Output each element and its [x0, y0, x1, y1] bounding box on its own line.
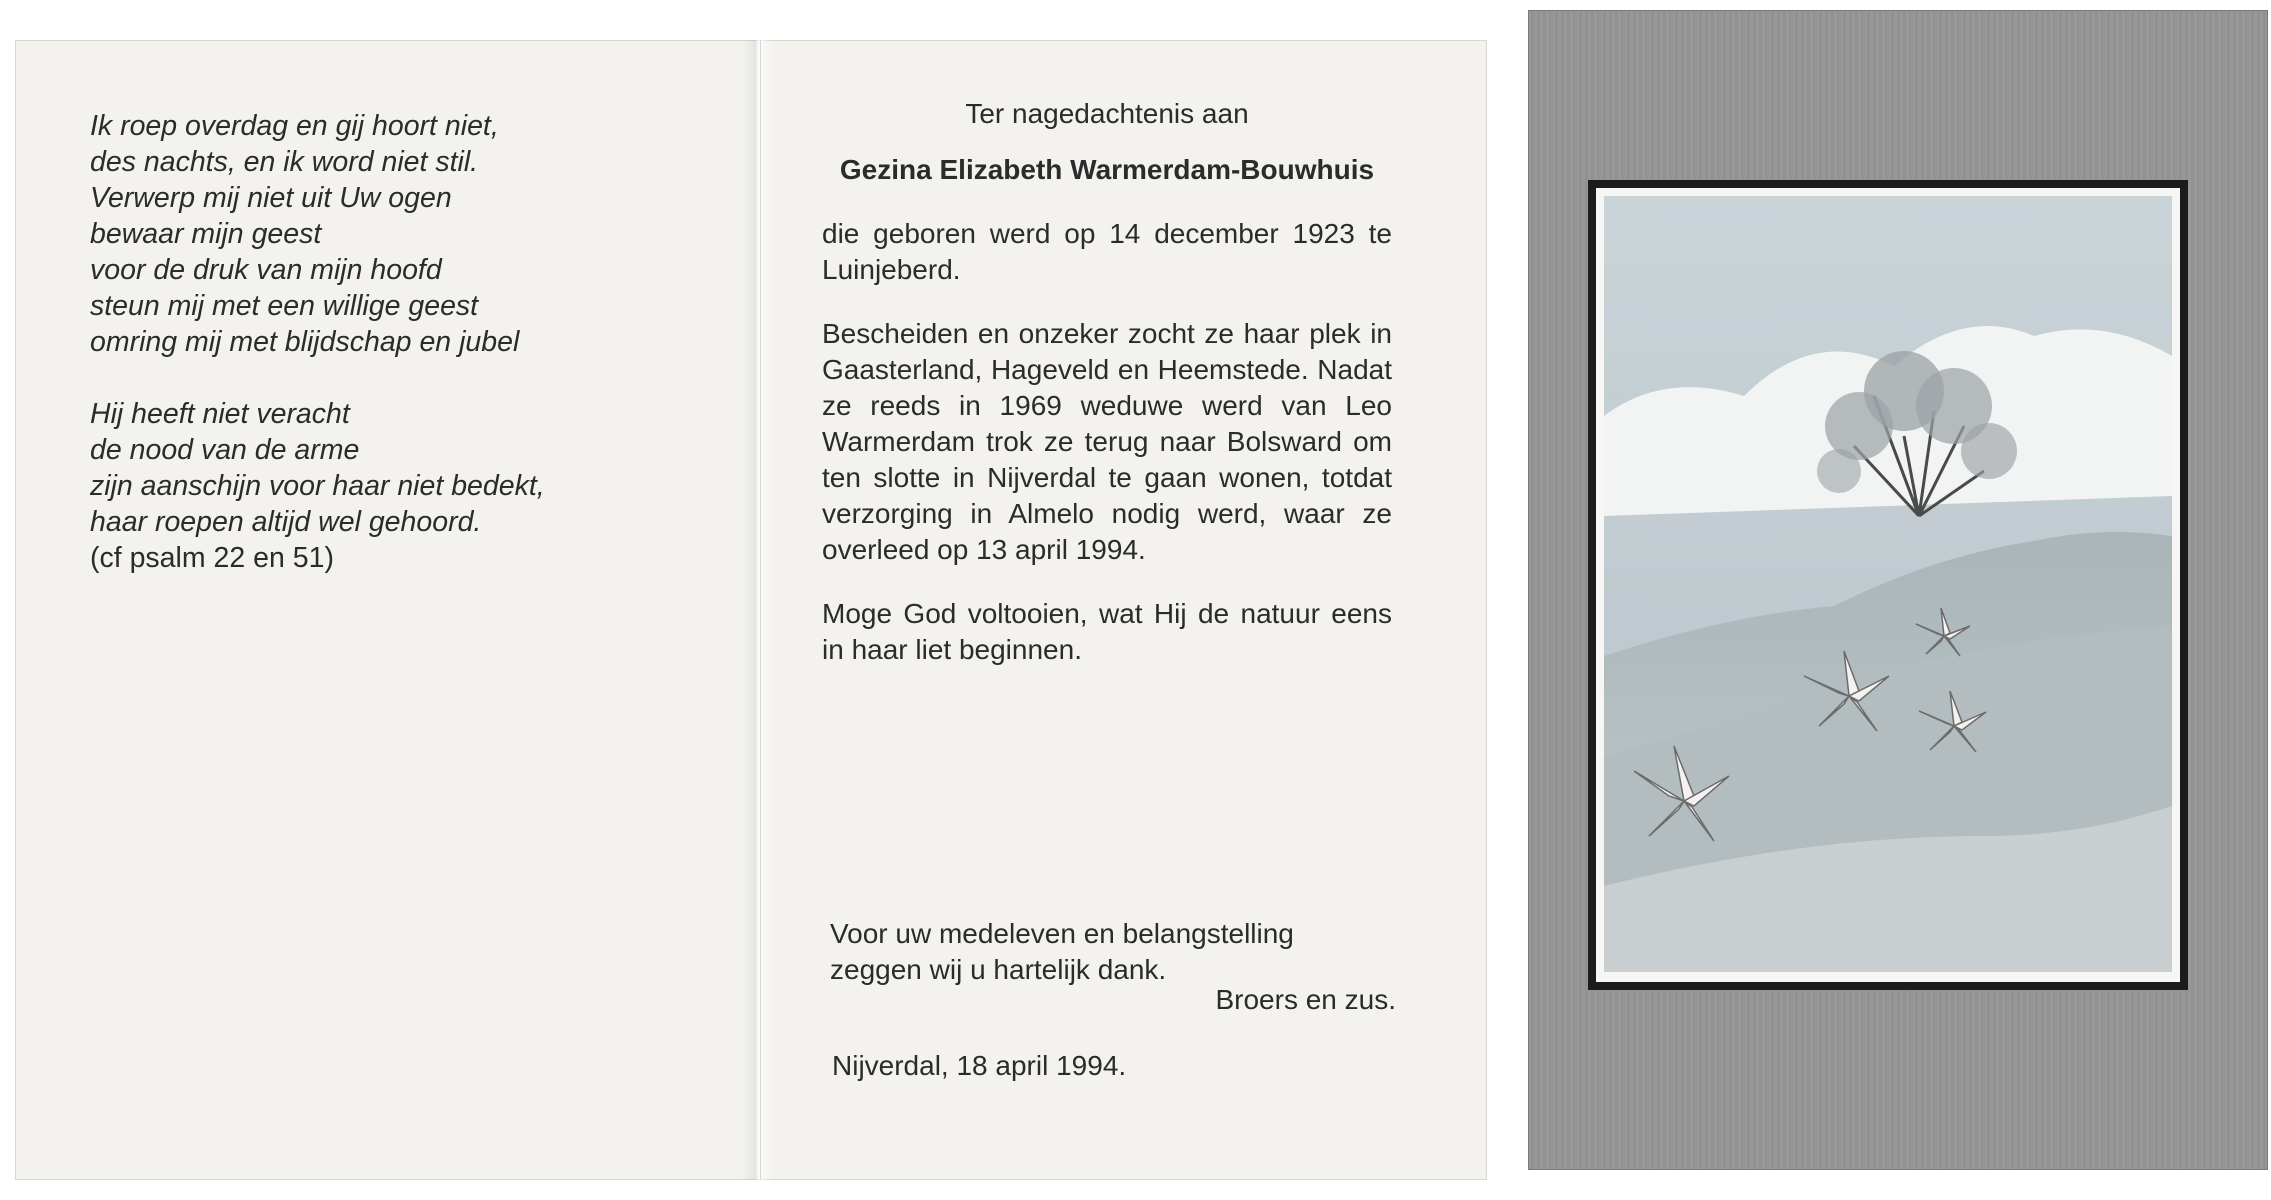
- poem-line: omring mij met blijdschap en jubel: [90, 326, 520, 358]
- poem-line: Verwerp mij niet uit Uw ogen: [90, 182, 452, 214]
- poem-line: Ik roep overdag en gij hoort niet,: [90, 110, 499, 142]
- card-fold-shadow: [742, 40, 772, 1180]
- poem-line: zijn aanschijn voor haar niet bedekt,: [90, 470, 545, 502]
- poem-line: bewaar mijn geest: [90, 218, 322, 250]
- poem-line: voor de druk van mijn hoofd: [90, 254, 442, 286]
- place-date: Nijverdal, 18 april 1994.: [832, 1050, 1127, 1081]
- poem-line: haar roepen altijd wel gehoord.: [90, 506, 482, 538]
- prayer-text: Moge God voltooien, wat Hij de natuur eens in haar liet beginnen.: [822, 598, 1392, 665]
- memorial-intro: Ter nagedachtenis aan: [965, 98, 1249, 129]
- memorial-text: [822, 96, 1392, 696]
- poem-line: des nachts, en ik word niet stil.: [90, 146, 479, 178]
- psalm-poem: [90, 108, 730, 576]
- card-fold-line: [760, 40, 761, 1180]
- thanks-text: Voor uw medeleven en belangstelling zeggen wij u hartelijk dank.: [830, 918, 1294, 985]
- stanza-gap: [90, 360, 730, 396]
- landscape-painting: [1604, 196, 2172, 972]
- deceased-name: Gezina Elizabeth Warmerdam-Bouwhuis: [839, 154, 1375, 185]
- poem-line: de nood van de arme: [90, 434, 360, 466]
- life-summary: Bescheiden en onzeker zocht ze haar plek in Gaasterland, Hageveld en Heemstede. Nadat ze reeds in 1969 weduwe werd van Leo Warmerdam trok ze terug naar Bolsward om ten slotte in Nijverdal te gaan wonen, totdat verzorging in Almelo nodig werd, waar ze overleed op 13 april 1994.: [822, 318, 1392, 565]
- poem-line: Hij heeft niet veracht: [90, 398, 350, 430]
- signature: Broers en zus.: [1215, 984, 1396, 1015]
- birth-info: die geboren werd op 14 december 1923 te Luinjeberd.: [822, 218, 1392, 285]
- poem-reference: (cf psalm 22 en 51): [90, 542, 334, 574]
- poem-line: steun mij met een willige geest: [90, 290, 479, 322]
